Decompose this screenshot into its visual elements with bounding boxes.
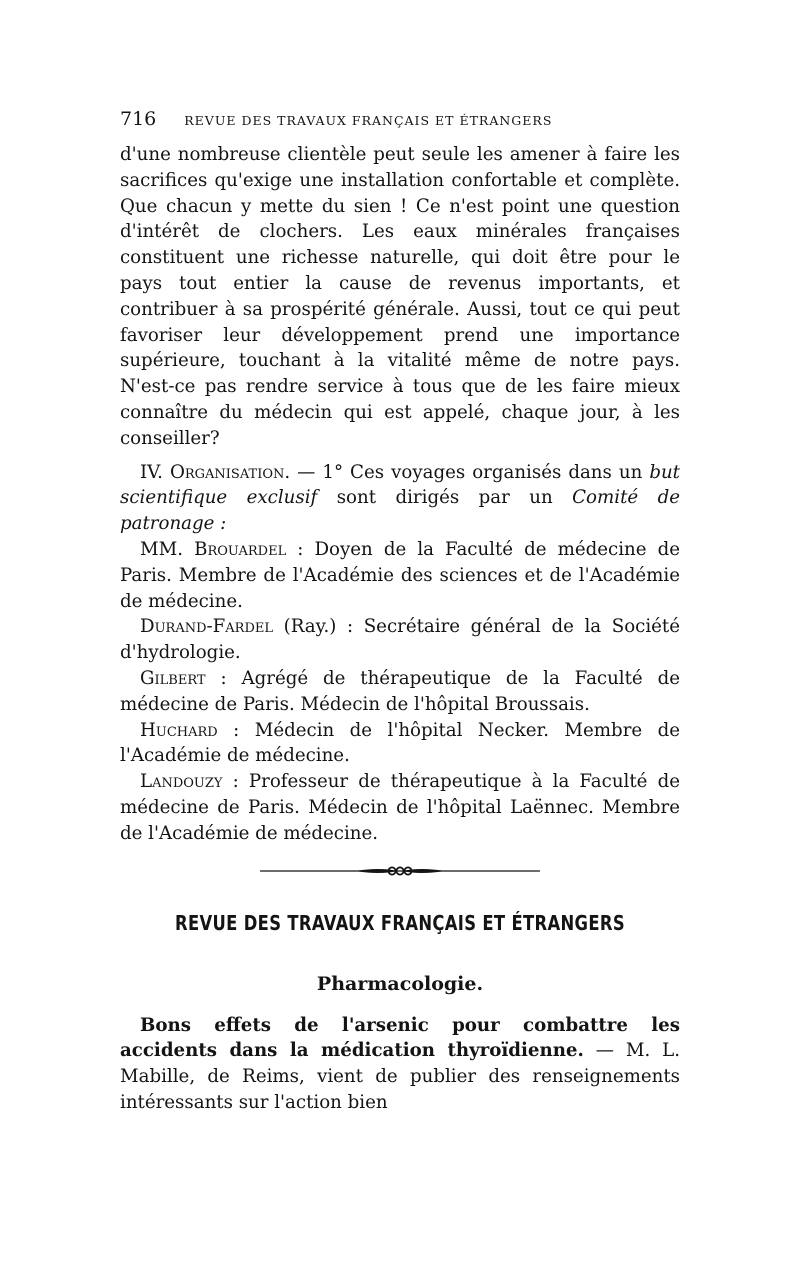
paragraph-intro: d'une nombreuse clientèle peut seule les amener à faire les sacrifices qu'exige une installation confortable et complète. Que chacun y mette du sien ! Ce n'est point une question d'intérêt de clochers. Les eaux minérales françaises constituent une richesse naturelle, qui doit être pour le pays tout entier la cause de revenus importants, et contribuer à sa prospérité générale. Aussi, tout ce qui peut favoriser leur développement prend une importance supérieure, touchant à la vitalité même de notre pays. N'est-ce pas rendre service à tous que de les faire mieux connaître du médecin qui est appelé, chaque jour, à les conseiller? — [120, 144, 680, 449]
article-text: — M. L. Mabille, de Reims, vient de publier des renseignements intéressants sur l'action bien — [120, 1040, 681, 1113]
member-entry — [120, 537, 680, 614]
member-description: (Ray.) : Secrétaire général de la Société d'hydrologie. — [120, 616, 680, 664]
subsection-heading: Pharmacologie. — [316, 972, 484, 995]
member-description: : Professeur de thérapeutique à la Faculté de médecine de Paris. Médecin de l'hôpital Laënnec. Membre de l'Académie de médecine. — [120, 771, 680, 844]
member-name: Landouzy — [140, 771, 223, 793]
paragraph-organisation — [120, 460, 680, 537]
book-page — [120, 108, 680, 1116]
member-entry — [120, 614, 680, 666]
running-title: REVUE DES TRAVAUX FRANÇAIS ET ÉTRANGERS — [184, 113, 553, 128]
running-head — [120, 108, 680, 130]
member-prefix: MM. — [140, 538, 195, 560]
organisation-italic-2: Comité de patronage : — [120, 487, 680, 535]
member-name: Gilbert — [140, 667, 206, 689]
article-title: Bons effets de l'arsenic pour combattre les accidents dans la médication thyroïdienne. — [120, 1014, 680, 1062]
member-entry — [120, 769, 680, 846]
member-description: : Agrégé de thérapeutique de la Faculté de médecine de Paris. Médecin de l'hôpital Broussais. — [120, 667, 680, 715]
section-heading: REVUE DES TRAVAUX FRANÇAIS ET ÉTRANGERS — [175, 910, 625, 935]
section-label: Organisation. — [169, 461, 291, 483]
article-paragraph — [120, 1013, 680, 1116]
ornament-divider — [120, 861, 680, 881]
organisation-italic-1: but scientifique exclusif — [120, 461, 680, 509]
member-name: Huchard — [140, 719, 218, 741]
section-numeral: IV. — [140, 461, 163, 483]
member-name: Brouardel — [194, 538, 287, 560]
member-entry — [120, 718, 680, 770]
organisation-text-1: — 1° Ces voyages organisés dans un — [290, 461, 650, 483]
page-number: 716 — [120, 108, 157, 130]
organisation-text-2: sont dirigés par un — [317, 487, 573, 509]
ornament-divider-graphic — [260, 861, 540, 881]
member-entry — [120, 666, 680, 718]
member-description: : Médecin de l'hôpital Necker. Membre de l'Académie de médecine. — [120, 719, 680, 767]
member-description: : Doyen de la Faculté de médecine de Paris. Membre de l'Académie des sciences et de l'Académie de médecine. — [120, 538, 680, 612]
member-name: Durand-Fardel — [140, 616, 273, 638]
